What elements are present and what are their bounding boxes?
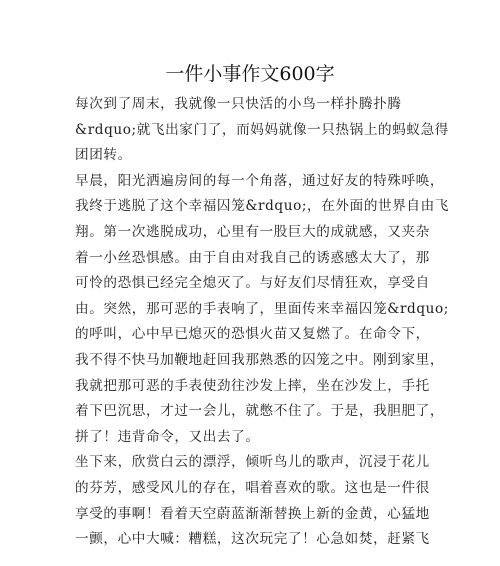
text-line: 我就把那可恶的手表使劲往沙发上摔，坐在沙发上，手托 [75, 377, 430, 394]
text-line: 每次到了周末，我就像一只快活的小鸟一样扑腾扑腾 [75, 96, 402, 112]
text-line: 的呼叫，心中早已熄灭的恐惧火苗又复燃了。在命令下， [75, 326, 430, 343]
text-line: 一颤，心中大喊：糟糕，这次玩完了！心急如焚，赶紧飞 [75, 531, 430, 548]
text-line: 我不得不快马加鞭地赶回我那熟悉的囚笼之中。刚到家里， [75, 351, 445, 368]
document-body [75, 92, 455, 553]
text-line: 的芬芳，感受风儿的存在，唱着喜欢的歌。这也是一件很 [75, 479, 430, 496]
text-line: 着下巴沉思，才过一会儿，就憋不住了。于是，我胆肥了， [75, 403, 445, 420]
text-line: 拼了！违背命令，又出去了。 [75, 428, 260, 445]
text-line: &rdquo;就飞出家门了，而妈妈就像一只热锅上的蚂蚁急得 [75, 121, 449, 138]
text-line: 享受的事啊！看着天空蔚蓝渐渐替换上新的金黄，心猛地 [75, 505, 430, 522]
page-title: 一件小事作文600字 [165, 63, 335, 85]
text-line: 翔。第一次逃脱成功，心里有一股巨大的成就感，又夹杂 [75, 223, 430, 240]
text-line: 着一小丝恐惧感。由于自由对我自己的诱惑感太大了，那 [75, 249, 430, 266]
text-line: 我终于逃脱了这个幸福囚笼&rdquo;，在外面的世界自由飞 [75, 198, 449, 215]
text-line: 团团转。 [75, 147, 132, 164]
text-line: 早晨，阳光洒遍房间的每一个角落，通过好友的特殊呼唤， [75, 172, 445, 189]
text-line: 坐下来，欣赏白云的漂浮，倾听鸟儿的歌声，沉浸于花儿 [75, 454, 430, 471]
text-line: 可怜的恐惧已经完全熄灭了。与好友们尽情狂欢，享受自 [75, 275, 430, 292]
text-line: 由。突然，那可恶的手表响了，里面传来幸福囚笼&rdquo; [75, 300, 449, 317]
